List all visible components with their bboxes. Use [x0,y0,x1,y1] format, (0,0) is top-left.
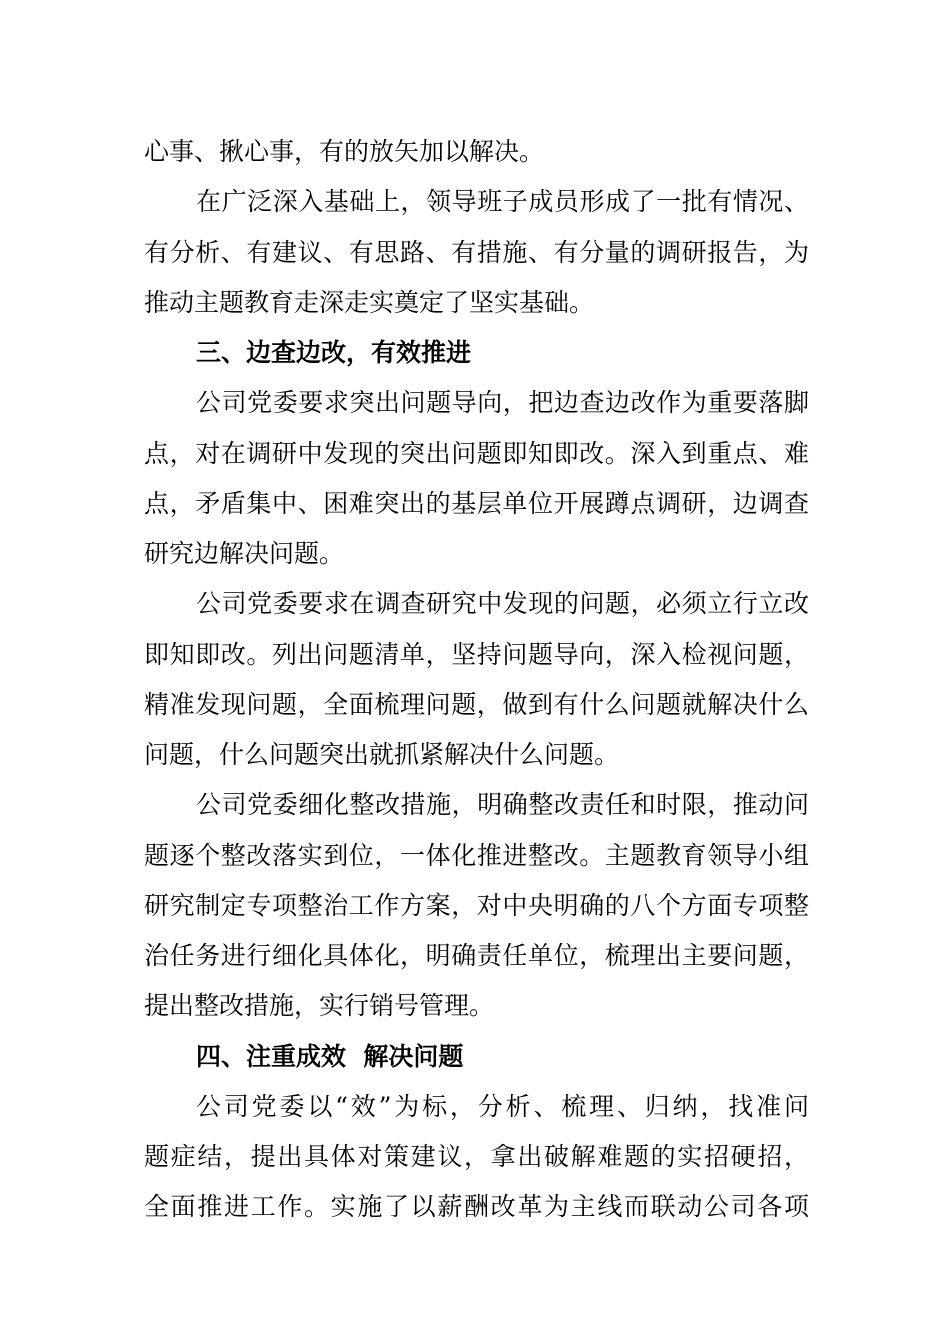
paragraph-line: 公司党委以“效”为标，分析、梳理、归纳，找准问 [196,1092,809,1121]
paragraph-line: 公司党委细化整改措施，明确整改责任和时限，推动问 [196,790,809,819]
paragraph-line: 公司党委要求突出问题导向，把边查边改作为重要落脚 [196,388,809,417]
paragraph-line: 问题，什么问题突出就抓紧解决什么问题。 [144,740,620,769]
section-heading: 三、边查边改，有效推进 [196,338,472,367]
paragraph-line: 精准发现问题，全面梳理问题，做到有什么问题就解决什么 [144,690,809,719]
paragraph-line: 题逐个整改落实到位，一体化推进整改。主题教育领导小组 [144,841,809,870]
paragraph-line: 题症结，提出具体对策建议，拿出破解难题的实招硬招， [144,1142,809,1171]
section-heading: 四、注重成效 解决问题 [196,1042,464,1071]
paragraph-line: 有分析、有建议、有思路、有措施、有分量的调研报告，为 [144,238,809,267]
paragraph-line: 研究边解决问题。 [144,539,345,568]
paragraph-line: 推动主题教育走深走实奠定了坚实基础。 [144,288,595,317]
paragraph-line: 心事、揪心事，有的放矢加以解决。 [144,137,545,166]
paragraph-line: 提出整改措施，实行销号管理。 [144,991,495,1020]
paragraph-line: 公司党委要求在调查研究中发现的问题，必须立行立改 [196,589,809,618]
paragraph-line: 点，矛盾集中、困难突出的基层单位开展蹲点调研，边调查 [144,489,809,518]
paragraph-line: 全面推进工作。实施了以薪酬改革为主线而联动公司各项 [144,1192,809,1221]
paragraph-line: 治任务进行细化具体化，明确责任单位，梳理出主要问题， [144,941,809,970]
paragraph-line: 在广泛深入基础上，领导班子成员形成了一批有情况、 [196,187,809,216]
paragraph-line: 点，对在调研中发现的突出问题即知即改。深入到重点、难 [144,439,809,468]
paragraph-line: 即知即改。列出问题清单，坚持问题导向，深入检视问题， [144,640,809,669]
paragraph-line: 研究制定专项整治工作方案，对中央明确的八个方面专项整 [144,891,809,920]
